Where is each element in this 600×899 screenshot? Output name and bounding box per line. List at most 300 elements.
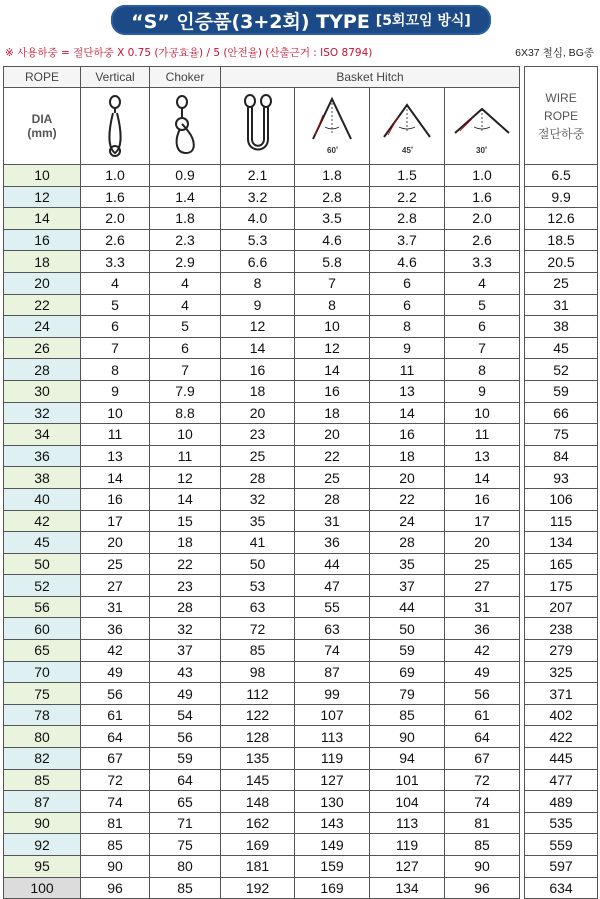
load-cell-vertical: 64 <box>81 726 150 748</box>
load-cell-choker: 59 <box>150 748 221 770</box>
load-cell-vertical: 2.6 <box>81 229 150 251</box>
wire-rope-breaking-load-cell: 402 <box>525 704 598 726</box>
load-cell-vertical: 16 <box>81 488 150 510</box>
load-cell-b-vert: 192 <box>221 877 295 899</box>
load-cell-b-vert: 98 <box>221 661 295 683</box>
load-cell-b45: 44 <box>370 596 445 618</box>
rope-dia-cell: 22 <box>4 294 81 316</box>
dia-header: DIA (mm) <box>4 88 81 165</box>
svg-text:45˚: 45˚ <box>402 146 414 155</box>
vertical-header: Vertical <box>81 67 150 88</box>
table-row <box>4 424 598 446</box>
basket-30-icon <box>445 88 520 165</box>
load-cell-vertical: 36 <box>81 618 150 640</box>
wire-rope-breaking-load-cell: 84 <box>525 445 598 467</box>
page-title: “S” 인증품(3+2회) TYPE <box>131 10 370 33</box>
load-cell-vertical: 49 <box>81 661 150 683</box>
load-cell-b60: 31 <box>295 510 370 532</box>
wire-rope-breaking-load-cell: 31 <box>525 294 598 316</box>
load-cell-choker: 0.9 <box>150 165 221 187</box>
rope-dia-cell: 12 <box>4 186 81 208</box>
load-cell-b60: 143 <box>295 812 370 834</box>
table-row <box>4 661 598 683</box>
load-cell-b30: 17 <box>445 510 520 532</box>
sling-load-table <box>3 66 598 899</box>
rope-dia-cell: 26 <box>4 337 81 359</box>
rope-dia-cell: 42 <box>4 510 81 532</box>
wire-rope-breaking-load-cell: 238 <box>525 618 598 640</box>
choker-header: Choker <box>150 67 221 88</box>
rope-spec-note: 6X37 철심, BG종 <box>515 47 594 59</box>
load-cell-vertical: 72 <box>81 769 150 791</box>
load-cell-b30: 10 <box>445 402 520 424</box>
load-cell-b-vert: 41 <box>221 532 295 554</box>
load-cell-b45: 18 <box>370 445 445 467</box>
load-cell-b30: 14 <box>445 467 520 489</box>
load-cell-b60: 63 <box>295 618 370 640</box>
rope-dia-cell: 14 <box>4 208 81 230</box>
load-cell-vertical: 3.3 <box>81 251 150 273</box>
load-cell-b30: 16 <box>445 488 520 510</box>
table-row <box>4 294 598 316</box>
wire-rope-breaking-load-cell: 279 <box>525 640 598 662</box>
wire-rope-breaking-load-cell: 59 <box>525 380 598 402</box>
load-cell-b45: 2.8 <box>370 208 445 230</box>
wire-rope-breaking-load-cell: 207 <box>525 596 598 618</box>
load-cell-choker: 12 <box>150 467 221 489</box>
load-cell-choker: 15 <box>150 510 221 532</box>
load-cell-b30: 9 <box>445 380 520 402</box>
load-cell-b45: 3.7 <box>370 229 445 251</box>
wire-rope-breaking-load-cell: 52 <box>525 359 598 381</box>
load-cell-choker: 5 <box>150 316 221 338</box>
wire-rope-breaking-load-cell: 477 <box>525 769 598 791</box>
load-cell-b30: 1.6 <box>445 186 520 208</box>
wire-rope-breaking-load-cell: 45 <box>525 337 598 359</box>
load-cell-b30: 67 <box>445 748 520 770</box>
load-cell-vertical: 7 <box>81 337 150 359</box>
load-cell-b-vert: 122 <box>221 704 295 726</box>
rope-dia-cell: 24 <box>4 316 81 338</box>
load-cell-b45: 104 <box>370 791 445 813</box>
load-cell-choker: 7 <box>150 359 221 381</box>
load-cell-b45: 127 <box>370 856 445 878</box>
load-cell-b60: 28 <box>295 488 370 510</box>
load-cell-b30: 6 <box>445 316 520 338</box>
load-cell-choker: 64 <box>150 769 221 791</box>
load-cell-b30: 42 <box>445 640 520 662</box>
load-cell-vertical: 9 <box>81 380 150 402</box>
basket-60-icon <box>295 88 370 165</box>
table-row <box>4 726 598 748</box>
load-cell-vertical: 13 <box>81 445 150 467</box>
basket-hitch-header: Basket Hitch <box>221 67 520 88</box>
load-cell-b60: 4.6 <box>295 229 370 251</box>
load-cell-b30: 8 <box>445 359 520 381</box>
table-row <box>4 640 598 662</box>
rope-dia-cell: 40 <box>4 488 81 510</box>
load-cell-b45: 85 <box>370 704 445 726</box>
load-cell-choker: 7.9 <box>150 380 221 402</box>
rope-dia-cell: 82 <box>4 748 81 770</box>
load-cell-b-vert: 63 <box>221 596 295 618</box>
load-cell-b45: 113 <box>370 812 445 834</box>
table-row <box>4 467 598 489</box>
load-cell-vertical: 17 <box>81 510 150 532</box>
wire-rope-breaking-load-cell: 9.9 <box>525 186 598 208</box>
load-cell-choker: 10 <box>150 424 221 446</box>
load-cell-b-vert: 4.0 <box>221 208 295 230</box>
rope-dia-cell: 85 <box>4 769 81 791</box>
load-cell-b-vert: 35 <box>221 510 295 532</box>
load-cell-b-vert: 14 <box>221 337 295 359</box>
load-cell-b60: 3.5 <box>295 208 370 230</box>
load-cell-b30: 64 <box>445 726 520 748</box>
load-cell-b-vert: 53 <box>221 575 295 597</box>
table-row <box>4 445 598 467</box>
load-cell-b45: 2.2 <box>370 186 445 208</box>
load-cell-b45: 16 <box>370 424 445 446</box>
table-row <box>4 229 598 251</box>
load-cell-b30: 72 <box>445 769 520 791</box>
rope-dia-cell: 32 <box>4 402 81 424</box>
wire-rope-breaking-load-cell: 422 <box>525 726 598 748</box>
table-row <box>4 748 598 770</box>
load-cell-b60: 87 <box>295 661 370 683</box>
load-cell-vertical: 25 <box>81 553 150 575</box>
wire-rope-breaking-load-cell: 6.5 <box>525 165 598 187</box>
load-cell-b-vert: 16 <box>221 359 295 381</box>
load-cell-b60: 127 <box>295 769 370 791</box>
rope-dia-cell: 52 <box>4 575 81 597</box>
load-cell-b-vert: 148 <box>221 791 295 813</box>
load-cell-b-vert: 12 <box>221 316 295 338</box>
load-cell-b30: 2.6 <box>445 229 520 251</box>
load-cell-vertical: 67 <box>81 748 150 770</box>
load-cell-choker: 1.8 <box>150 208 221 230</box>
load-cell-b60: 36 <box>295 532 370 554</box>
load-cell-b-vert: 2.1 <box>221 165 295 187</box>
load-cell-b60: 25 <box>295 467 370 489</box>
load-cell-choker: 22 <box>150 553 221 575</box>
load-cell-b-vert: 135 <box>221 748 295 770</box>
rope-dia-cell: 95 <box>4 856 81 878</box>
rope-dia-cell: 34 <box>4 424 81 446</box>
load-cell-b60: 5.8 <box>295 251 370 273</box>
load-cell-b45: 79 <box>370 683 445 705</box>
load-cell-b60: 12 <box>295 337 370 359</box>
load-cell-b-vert: 128 <box>221 726 295 748</box>
load-cell-b-vert: 112 <box>221 683 295 705</box>
load-cell-b30: 36 <box>445 618 520 640</box>
load-cell-b60: 107 <box>295 704 370 726</box>
load-cell-b60: 7 <box>295 272 370 294</box>
load-cell-b30: 11 <box>445 424 520 446</box>
load-cell-b-vert: 162 <box>221 812 295 834</box>
load-cell-b45: 11 <box>370 359 445 381</box>
load-cell-b60: 10 <box>295 316 370 338</box>
load-cell-choker: 80 <box>150 856 221 878</box>
wire-rope-breaking-load-cell: 371 <box>525 683 598 705</box>
load-cell-b45: 9 <box>370 337 445 359</box>
load-cell-b30: 31 <box>445 596 520 618</box>
table-row <box>4 532 598 554</box>
load-cell-b60: 2.8 <box>295 186 370 208</box>
rope-dia-cell: 18 <box>4 251 81 273</box>
table-row <box>4 165 598 187</box>
load-cell-b45: 119 <box>370 834 445 856</box>
load-cell-b-vert: 72 <box>221 618 295 640</box>
load-cell-b45: 8 <box>370 316 445 338</box>
load-cell-b45: 6 <box>370 272 445 294</box>
load-cell-b-vert: 23 <box>221 424 295 446</box>
load-cell-choker: 4 <box>150 272 221 294</box>
svg-text:60˚: 60˚ <box>327 146 339 155</box>
rope-dia-cell: 70 <box>4 661 81 683</box>
rope-dia-cell: 100 <box>4 877 81 899</box>
table-row <box>4 704 598 726</box>
load-cell-choker: 75 <box>150 834 221 856</box>
load-cell-b30: 1.0 <box>445 165 520 187</box>
table-row <box>4 812 598 834</box>
table-row <box>4 186 598 208</box>
basket-45-icon <box>370 88 445 165</box>
load-cell-b30: 27 <box>445 575 520 597</box>
load-cell-b60: 159 <box>295 856 370 878</box>
load-cell-b-vert: 5.3 <box>221 229 295 251</box>
load-cell-choker: 8.8 <box>150 402 221 424</box>
load-cell-b30: 7 <box>445 337 520 359</box>
table-row <box>4 683 598 705</box>
load-cell-b60: 55 <box>295 596 370 618</box>
load-cell-b-vert: 9 <box>221 294 295 316</box>
load-cell-b30: 2.0 <box>445 208 520 230</box>
load-cell-b45: 37 <box>370 575 445 597</box>
table-row <box>4 402 598 424</box>
load-cell-b-vert: 6.6 <box>221 251 295 273</box>
load-cell-vertical: 8 <box>81 359 150 381</box>
load-cell-vertical: 56 <box>81 683 150 705</box>
load-cell-vertical: 31 <box>81 596 150 618</box>
load-cell-b45: 20 <box>370 467 445 489</box>
wire-rope-breaking-load-cell: 489 <box>525 791 598 813</box>
load-cell-b60: 119 <box>295 748 370 770</box>
wire-rope-breaking-load-cell: 165 <box>525 553 598 575</box>
load-cell-b45: 134 <box>370 877 445 899</box>
load-cell-vertical: 6 <box>81 316 150 338</box>
load-cell-vertical: 85 <box>81 834 150 856</box>
load-cell-choker: 56 <box>150 726 221 748</box>
wire-rope-breaking-load-cell: 559 <box>525 834 598 856</box>
rope-dia-cell: 92 <box>4 834 81 856</box>
table-row <box>4 575 598 597</box>
table-row <box>4 208 598 230</box>
load-cell-b-vert: 181 <box>221 856 295 878</box>
load-cell-vertical: 61 <box>81 704 150 726</box>
load-cell-b45: 50 <box>370 618 445 640</box>
load-cell-b60: 74 <box>295 640 370 662</box>
load-cell-b45: 94 <box>370 748 445 770</box>
load-cell-b-vert: 28 <box>221 467 295 489</box>
basket-vertical-icon <box>221 88 295 165</box>
load-cell-b-vert: 25 <box>221 445 295 467</box>
rope-dia-cell: 30 <box>4 380 81 402</box>
load-cell-b30: 96 <box>445 877 520 899</box>
rope-dia-cell: 36 <box>4 445 81 467</box>
rope-dia-cell: 80 <box>4 726 81 748</box>
load-cell-b45: 14 <box>370 402 445 424</box>
load-cell-b60: 20 <box>295 424 370 446</box>
rope-dia-cell: 60 <box>4 618 81 640</box>
load-cell-b-vert: 8 <box>221 272 295 294</box>
load-cell-vertical: 90 <box>81 856 150 878</box>
load-cell-vertical: 4 <box>81 272 150 294</box>
page-subtitle: [5회꼬임 방식] <box>375 13 471 29</box>
load-cell-b60: 44 <box>295 553 370 575</box>
wire-rope-breaking-load-cell: 535 <box>525 812 598 834</box>
table-row <box>4 251 598 273</box>
wire-rope-breaking-load-cell: 445 <box>525 748 598 770</box>
title-banner <box>111 5 491 35</box>
load-cell-choker: 65 <box>150 791 221 813</box>
wire-rope-header: WIRE ROPE 절단하중 <box>525 67 598 165</box>
table-row <box>4 553 598 575</box>
load-cell-b45: 1.5 <box>370 165 445 187</box>
load-cell-b60: 14 <box>295 359 370 381</box>
load-cell-b45: 69 <box>370 661 445 683</box>
load-cell-b45: 101 <box>370 769 445 791</box>
load-cell-b60: 169 <box>295 877 370 899</box>
table-row <box>4 337 598 359</box>
load-cell-b45: 90 <box>370 726 445 748</box>
load-cell-b-vert: 32 <box>221 488 295 510</box>
load-cell-b45: 4.6 <box>370 251 445 273</box>
load-cell-choker: 4 <box>150 294 221 316</box>
load-cell-b-vert: 169 <box>221 834 295 856</box>
load-cell-b-vert: 50 <box>221 553 295 575</box>
load-cell-b45: 6 <box>370 294 445 316</box>
load-cell-choker: 6 <box>150 337 221 359</box>
load-cell-choker: 18 <box>150 532 221 554</box>
wire-rope-breaking-load-cell: 38 <box>525 316 598 338</box>
table-row <box>4 769 598 791</box>
rope-dia-cell: 87 <box>4 791 81 813</box>
load-cell-b45: 59 <box>370 640 445 662</box>
load-cell-b-vert: 145 <box>221 769 295 791</box>
table-row <box>4 272 598 294</box>
load-cell-choker: 2.9 <box>150 251 221 273</box>
load-cell-vertical: 11 <box>81 424 150 446</box>
load-cell-b30: 85 <box>445 834 520 856</box>
vertical-sling-icon <box>81 88 150 165</box>
wire-rope-breaking-load-cell: 325 <box>525 661 598 683</box>
load-cell-choker: 85 <box>150 877 221 899</box>
wire-rope-breaking-load-cell: 66 <box>525 402 598 424</box>
load-formula-note: ※ 사용하중 = 절단하중 X 0.75 (가공효율) / 5 (안전율) (산출근거 : ISO 8794) <box>5 47 373 59</box>
load-cell-choker: 43 <box>150 661 221 683</box>
table-row <box>4 359 598 381</box>
load-cell-vertical: 81 <box>81 812 150 834</box>
load-cell-b30: 25 <box>445 553 520 575</box>
load-cell-b45: 28 <box>370 532 445 554</box>
table-row <box>4 856 598 878</box>
rope-dia-cell: 20 <box>4 272 81 294</box>
load-cell-vertical: 42 <box>81 640 150 662</box>
table-row <box>4 618 598 640</box>
wire-rope-breaking-load-cell: 115 <box>525 510 598 532</box>
load-cell-choker: 14 <box>150 488 221 510</box>
load-cell-choker: 2.3 <box>150 229 221 251</box>
table-row <box>4 488 598 510</box>
load-cell-b60: 1.8 <box>295 165 370 187</box>
load-cell-b60: 22 <box>295 445 370 467</box>
table-body <box>4 165 598 899</box>
load-cell-vertical: 96 <box>81 877 150 899</box>
table-row <box>4 834 598 856</box>
load-cell-b30: 3.3 <box>445 251 520 273</box>
load-cell-b-vert: 18 <box>221 380 295 402</box>
load-cell-b60: 99 <box>295 683 370 705</box>
load-cell-choker: 11 <box>150 445 221 467</box>
load-cell-b60: 130 <box>295 791 370 813</box>
rope-header: ROPE <box>4 67 81 88</box>
load-cell-b60: 47 <box>295 575 370 597</box>
rope-dia-cell: 75 <box>4 683 81 705</box>
load-cell-b45: 24 <box>370 510 445 532</box>
load-cell-b45: 35 <box>370 553 445 575</box>
table-row <box>4 316 598 338</box>
load-cell-b-vert: 20 <box>221 402 295 424</box>
rope-dia-cell: 16 <box>4 229 81 251</box>
rope-dia-cell: 45 <box>4 532 81 554</box>
load-cell-b60: 8 <box>295 294 370 316</box>
rope-dia-cell: 38 <box>4 467 81 489</box>
load-cell-b-vert: 3.2 <box>221 186 295 208</box>
wire-rope-breaking-load-cell: 175 <box>525 575 598 597</box>
load-cell-b30: 81 <box>445 812 520 834</box>
load-cell-choker: 49 <box>150 683 221 705</box>
load-cell-vertical: 27 <box>81 575 150 597</box>
load-cell-vertical: 1.0 <box>81 165 150 187</box>
load-cell-vertical: 2.0 <box>81 208 150 230</box>
table-row <box>4 380 598 402</box>
load-cell-vertical: 10 <box>81 402 150 424</box>
wire-rope-breaking-load-cell: 93 <box>525 467 598 489</box>
load-cell-choker: 37 <box>150 640 221 662</box>
load-cell-b30: 13 <box>445 445 520 467</box>
load-cell-b45: 13 <box>370 380 445 402</box>
table-row <box>4 791 598 813</box>
rope-dia-cell: 28 <box>4 359 81 381</box>
choker-sling-icon <box>150 88 221 165</box>
wire-rope-breaking-load-cell: 597 <box>525 856 598 878</box>
load-cell-b30: 90 <box>445 856 520 878</box>
table-row <box>4 877 598 899</box>
rope-dia-cell: 10 <box>4 165 81 187</box>
table-row <box>4 510 598 532</box>
load-cell-b30: 5 <box>445 294 520 316</box>
load-cell-b60: 113 <box>295 726 370 748</box>
wire-rope-breaking-load-cell: 18.5 <box>525 229 598 251</box>
rope-dia-cell: 78 <box>4 704 81 726</box>
wire-rope-breaking-load-cell: 25 <box>525 272 598 294</box>
wire-rope-breaking-load-cell: 12.6 <box>525 208 598 230</box>
load-cell-vertical: 5 <box>81 294 150 316</box>
wire-rope-breaking-load-cell: 134 <box>525 532 598 554</box>
load-cell-vertical: 1.6 <box>81 186 150 208</box>
svg-text:30˚: 30˚ <box>476 146 488 155</box>
table-row <box>4 596 598 618</box>
